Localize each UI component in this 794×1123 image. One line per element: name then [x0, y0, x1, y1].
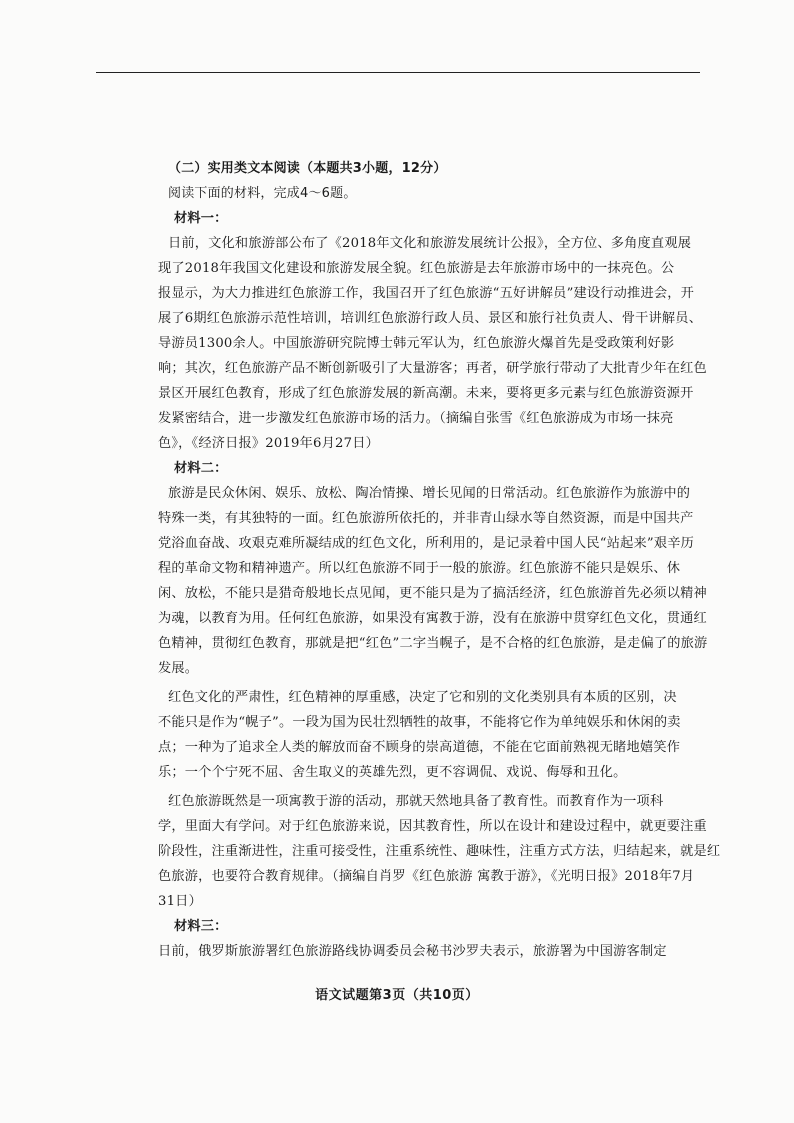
paragraph-line: 红色旅游既然是一项寓教于游的活动，那就天然地具备了教育性。而教育作为一项科	[168, 794, 664, 809]
paragraph-line: 景区开展红色教育，形成了红色旅游发展的新高潮。未来，要将更多元素与红色旅游资源开	[158, 386, 694, 401]
material1-paragraph	[158, 231, 708, 456]
paragraph-line: 31日）	[158, 894, 202, 909]
paragraph-line: 党浴血奋战、攻艰克难所凝结成的红色文化，所利用的，是记录着中国人民“站起来”艰辛历	[158, 536, 694, 551]
paragraph-line: 乐；一个个宁死不屈、舍生取义的英雄先烈，更不容调侃、戏说、侮辱和丑化。	[158, 765, 627, 780]
material2-label: 材料二：	[174, 461, 228, 476]
paragraph-line: 特殊一类，有其独特的一面。红色旅游所依托的，并非青山绿水等自然资源，而是中国共产	[158, 511, 694, 526]
paragraph-line: 程的革命文物和精神遗产。所以红色旅游不同于一般的旅游。红色旅游不能只是娱乐、休	[158, 561, 681, 576]
paragraph-line: 旅游是民众休闲、娱乐、放松、陶冶情操、增长见闻的日常活动。红色旅游作为旅游中的	[168, 486, 691, 501]
paragraph-line: 报显示，为大力推进红色旅游工作，我国召开了红色旅游“五好讲解员”建设行动推进会，开	[158, 286, 694, 301]
material2-paragraph-1	[158, 481, 708, 681]
paragraph-line: 发紧密结合，进一步激发红色旅游市场的活力。（摘编自张雪《红色旅游成为市场一抹亮	[158, 411, 674, 426]
paragraph-line: 闲、放松，不能只是猎奇般地长点见闻，更不能只是为了搞活经济，红色旅游首先必须以精神	[158, 586, 707, 601]
paragraph-line: 现了2018年我国文化建设和旅游发展全貌。红色旅游是去年旅游市场中的一抹亮色。公	[158, 261, 675, 276]
material3-label: 材料三：	[174, 919, 228, 934]
section-heading: （二）实用类文本阅读（本题共3小题，12分）	[168, 161, 447, 176]
page-footer	[0, 984, 794, 1003]
paragraph-line: 日前，文化和旅游部公布了《2018年文化和旅游发展统计公报》，全方位、多角度直观展	[168, 236, 692, 251]
paragraph-line: 红色文化的严肃性，红色精神的厚重感，决定了它和别的文化类别具有本质的区别，决	[168, 690, 677, 705]
paragraph-line: 响；其次，红色旅游产品不断创新吸引了大量游客；再者，研学旅行带动了大批青少年在红色	[158, 361, 707, 376]
material3-paragraph	[158, 939, 708, 964]
reading-section	[158, 156, 721, 964]
paragraph-line: 阶段性，注重渐进性，注重可接受性，注重系统性、趣味性，注重方式方法，归结起来，就是红	[158, 844, 721, 859]
header-rule	[96, 72, 700, 73]
paragraph-line: 色精神，贯彻红色教育，那就是把“红色”二字当幌子，是不合格的红色旅游，是走偏了的旅游	[158, 636, 708, 651]
paragraph-line: 为魂，以教育为用。任何红色旅游，如果没有寓教于游，没有在旅游中贯穿红色文化，贯通红	[158, 611, 707, 626]
page-number-text: 语文试题第3页（共10页）	[315, 988, 479, 1003]
paragraph-line: 日前，俄罗斯旅游署红色旅游路线协调委员会秘书沙罗夫表示，旅游署为中国游客制定	[158, 944, 667, 959]
paragraph-line: 不能只是作为“幌子”。一段为国为民壮烈牺牲的故事，不能将它作为单纯娱乐和休闲的卖	[158, 715, 681, 730]
paragraph-line: 导游员1300余人。中国旅游研究院博士韩元军认为，红色旅游火爆首先是受政策利好影	[158, 336, 675, 351]
material1-label: 材料一：	[174, 211, 228, 226]
paragraph-line: 色旅游，也要符合教育规律。（摘编自肖罗《红色旅游 寓教于游》，《光明日报》2018年7月	[158, 869, 695, 884]
paragraph-line: 点；一种为了追求全人类的解放而奋不顾身的崇高道德，不能在它面前熟视无睹地嬉笑作	[158, 740, 681, 755]
material2-paragraph-3	[158, 789, 721, 914]
paragraph-line: 色》，《经济日报》2019年6月27日）	[158, 436, 379, 451]
paragraph-line: 学，里面大有学问。对于红色旅游来说，因其教育性，所以在设计和建设过程中，就更要注重	[158, 819, 707, 834]
instruction-text: 阅读下面的材料，完成4～6题。	[168, 186, 357, 201]
paragraph-line: 展了6期红色旅游示范性培训，培训红色旅游行政人员、景区和旅行社负责人、骨干讲解员、	[158, 311, 703, 326]
paragraph-line: 发展。	[158, 661, 199, 676]
material2-paragraph-2	[158, 685, 708, 785]
